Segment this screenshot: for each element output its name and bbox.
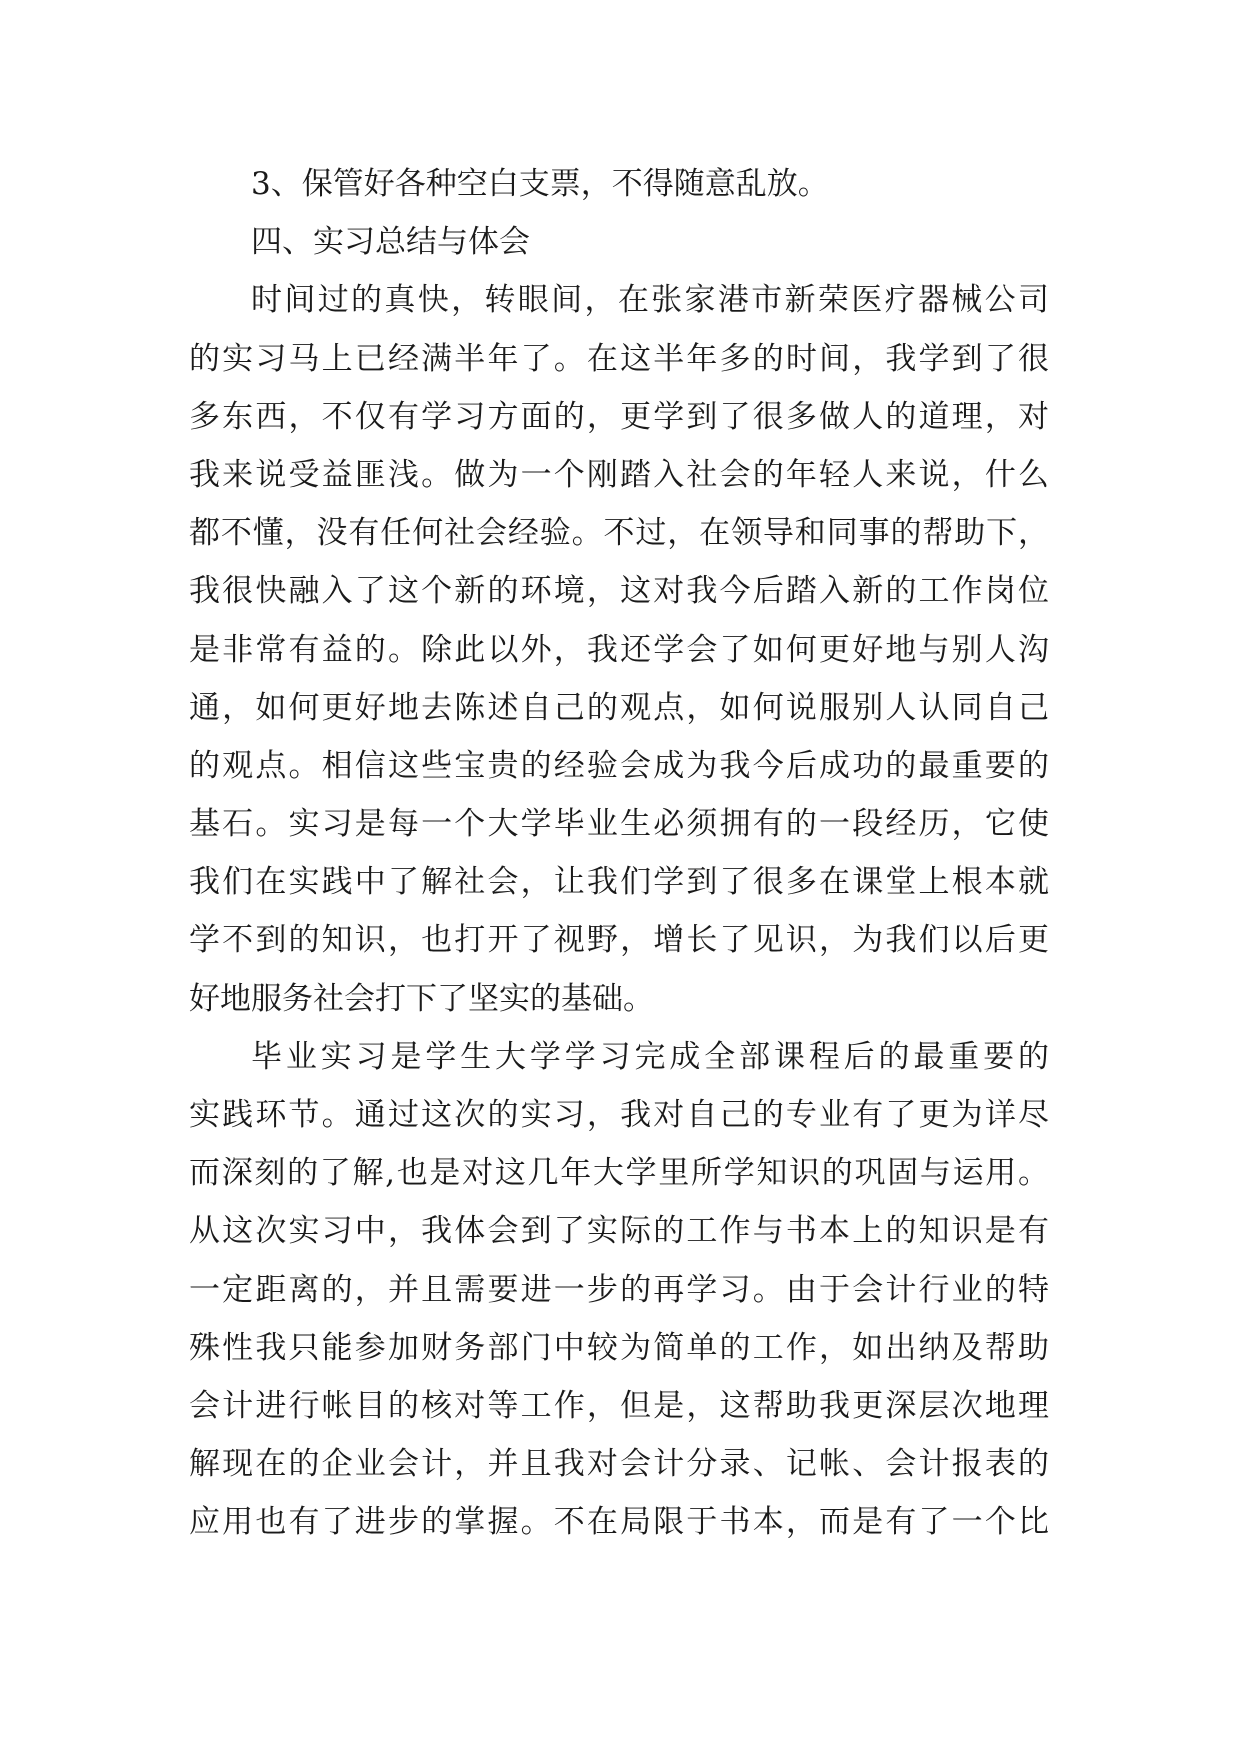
text-line: 实践环节。通过这次的实习，我对自己的专业有了更为详尽 bbox=[189, 1097, 1049, 1133]
text-line: 而深刻的了解,也是对这几年大学里所学知识的巩固与运用。 bbox=[189, 1155, 1049, 1192]
text-line: 殊性我只能参加财务部门中较为简单的工作，如出纳及帮助 bbox=[189, 1329, 1049, 1366]
text-line: 一定距离的，并且需要进一步的再学习。由于会计行业的特 bbox=[189, 1271, 1049, 1308]
text-line: 毕业实习是学生大学学习完成全部课程后的最重要的 bbox=[251, 1038, 1049, 1075]
text-line: 都不懂，没有任何社会经验。不过，在领导和同事的帮助下， bbox=[189, 515, 1049, 552]
text-line: 应用也有了进步的掌握。不在局限于书本，而是有了一个比 bbox=[189, 1504, 1049, 1541]
body-text bbox=[189, 155, 1049, 1552]
section-heading-text: 四、实习总结与体会 bbox=[251, 224, 530, 261]
text-line: 解现在的企业会计，并且我对会计分录、记帐、会计报表的 bbox=[189, 1446, 1049, 1483]
paragraph-summary-2 bbox=[189, 1028, 1049, 1552]
text-line: 学不到的知识，也打开了视野，增长了见识，为我们以后更 bbox=[189, 922, 1049, 959]
paragraph-summary-1 bbox=[189, 271, 1049, 1027]
text-line: 3、保管好各种空白支票，不得随意乱放。 bbox=[251, 166, 829, 202]
text-line: 好地服务社会打下了坚实的基础。 bbox=[189, 980, 654, 1017]
text-line: 多东西，不仅有学习方面的，更学到了很多做人的道理，对 bbox=[189, 398, 1049, 435]
text-line: 我们在实践中了解社会，让我们学到了很多在课堂上根本就 bbox=[189, 864, 1049, 901]
text-line: 会计进行帐目的核对等工作，但是，这帮助我更深层次地理 bbox=[189, 1387, 1049, 1424]
text-line: 基石。实习是每一个大学毕业生必须拥有的一段经历，它使 bbox=[189, 806, 1049, 843]
list-item-3 bbox=[189, 155, 1049, 213]
text-line: 的观点。相信这些宝贵的经验会成为我今后成功的最重要的 bbox=[189, 747, 1049, 784]
text-line: 我很快融入了这个新的环境，这对我今后踏入新的工作岗位 bbox=[189, 573, 1049, 610]
section-heading bbox=[189, 213, 1049, 271]
text-line: 我来说受益匪浅。做为一个刚踏入社会的年轻人来说，什么 bbox=[189, 456, 1049, 493]
text-line: 通，如何更好地去陈述自己的观点，如何说服别人认同自己 bbox=[189, 689, 1049, 726]
text-line: 从这次实习中，我体会到了实际的工作与书本上的知识是有 bbox=[189, 1213, 1049, 1250]
text-line: 的实习马上已经满半年了。在这半年多的时间，我学到了很 bbox=[189, 340, 1049, 377]
text-line: 是非常有益的。除此以外，我还学会了如何更好地与别人沟 bbox=[189, 631, 1049, 668]
text-line: 时间过的真快，转眼间，在张家港市新荣医疗器械公司 bbox=[251, 282, 1049, 319]
